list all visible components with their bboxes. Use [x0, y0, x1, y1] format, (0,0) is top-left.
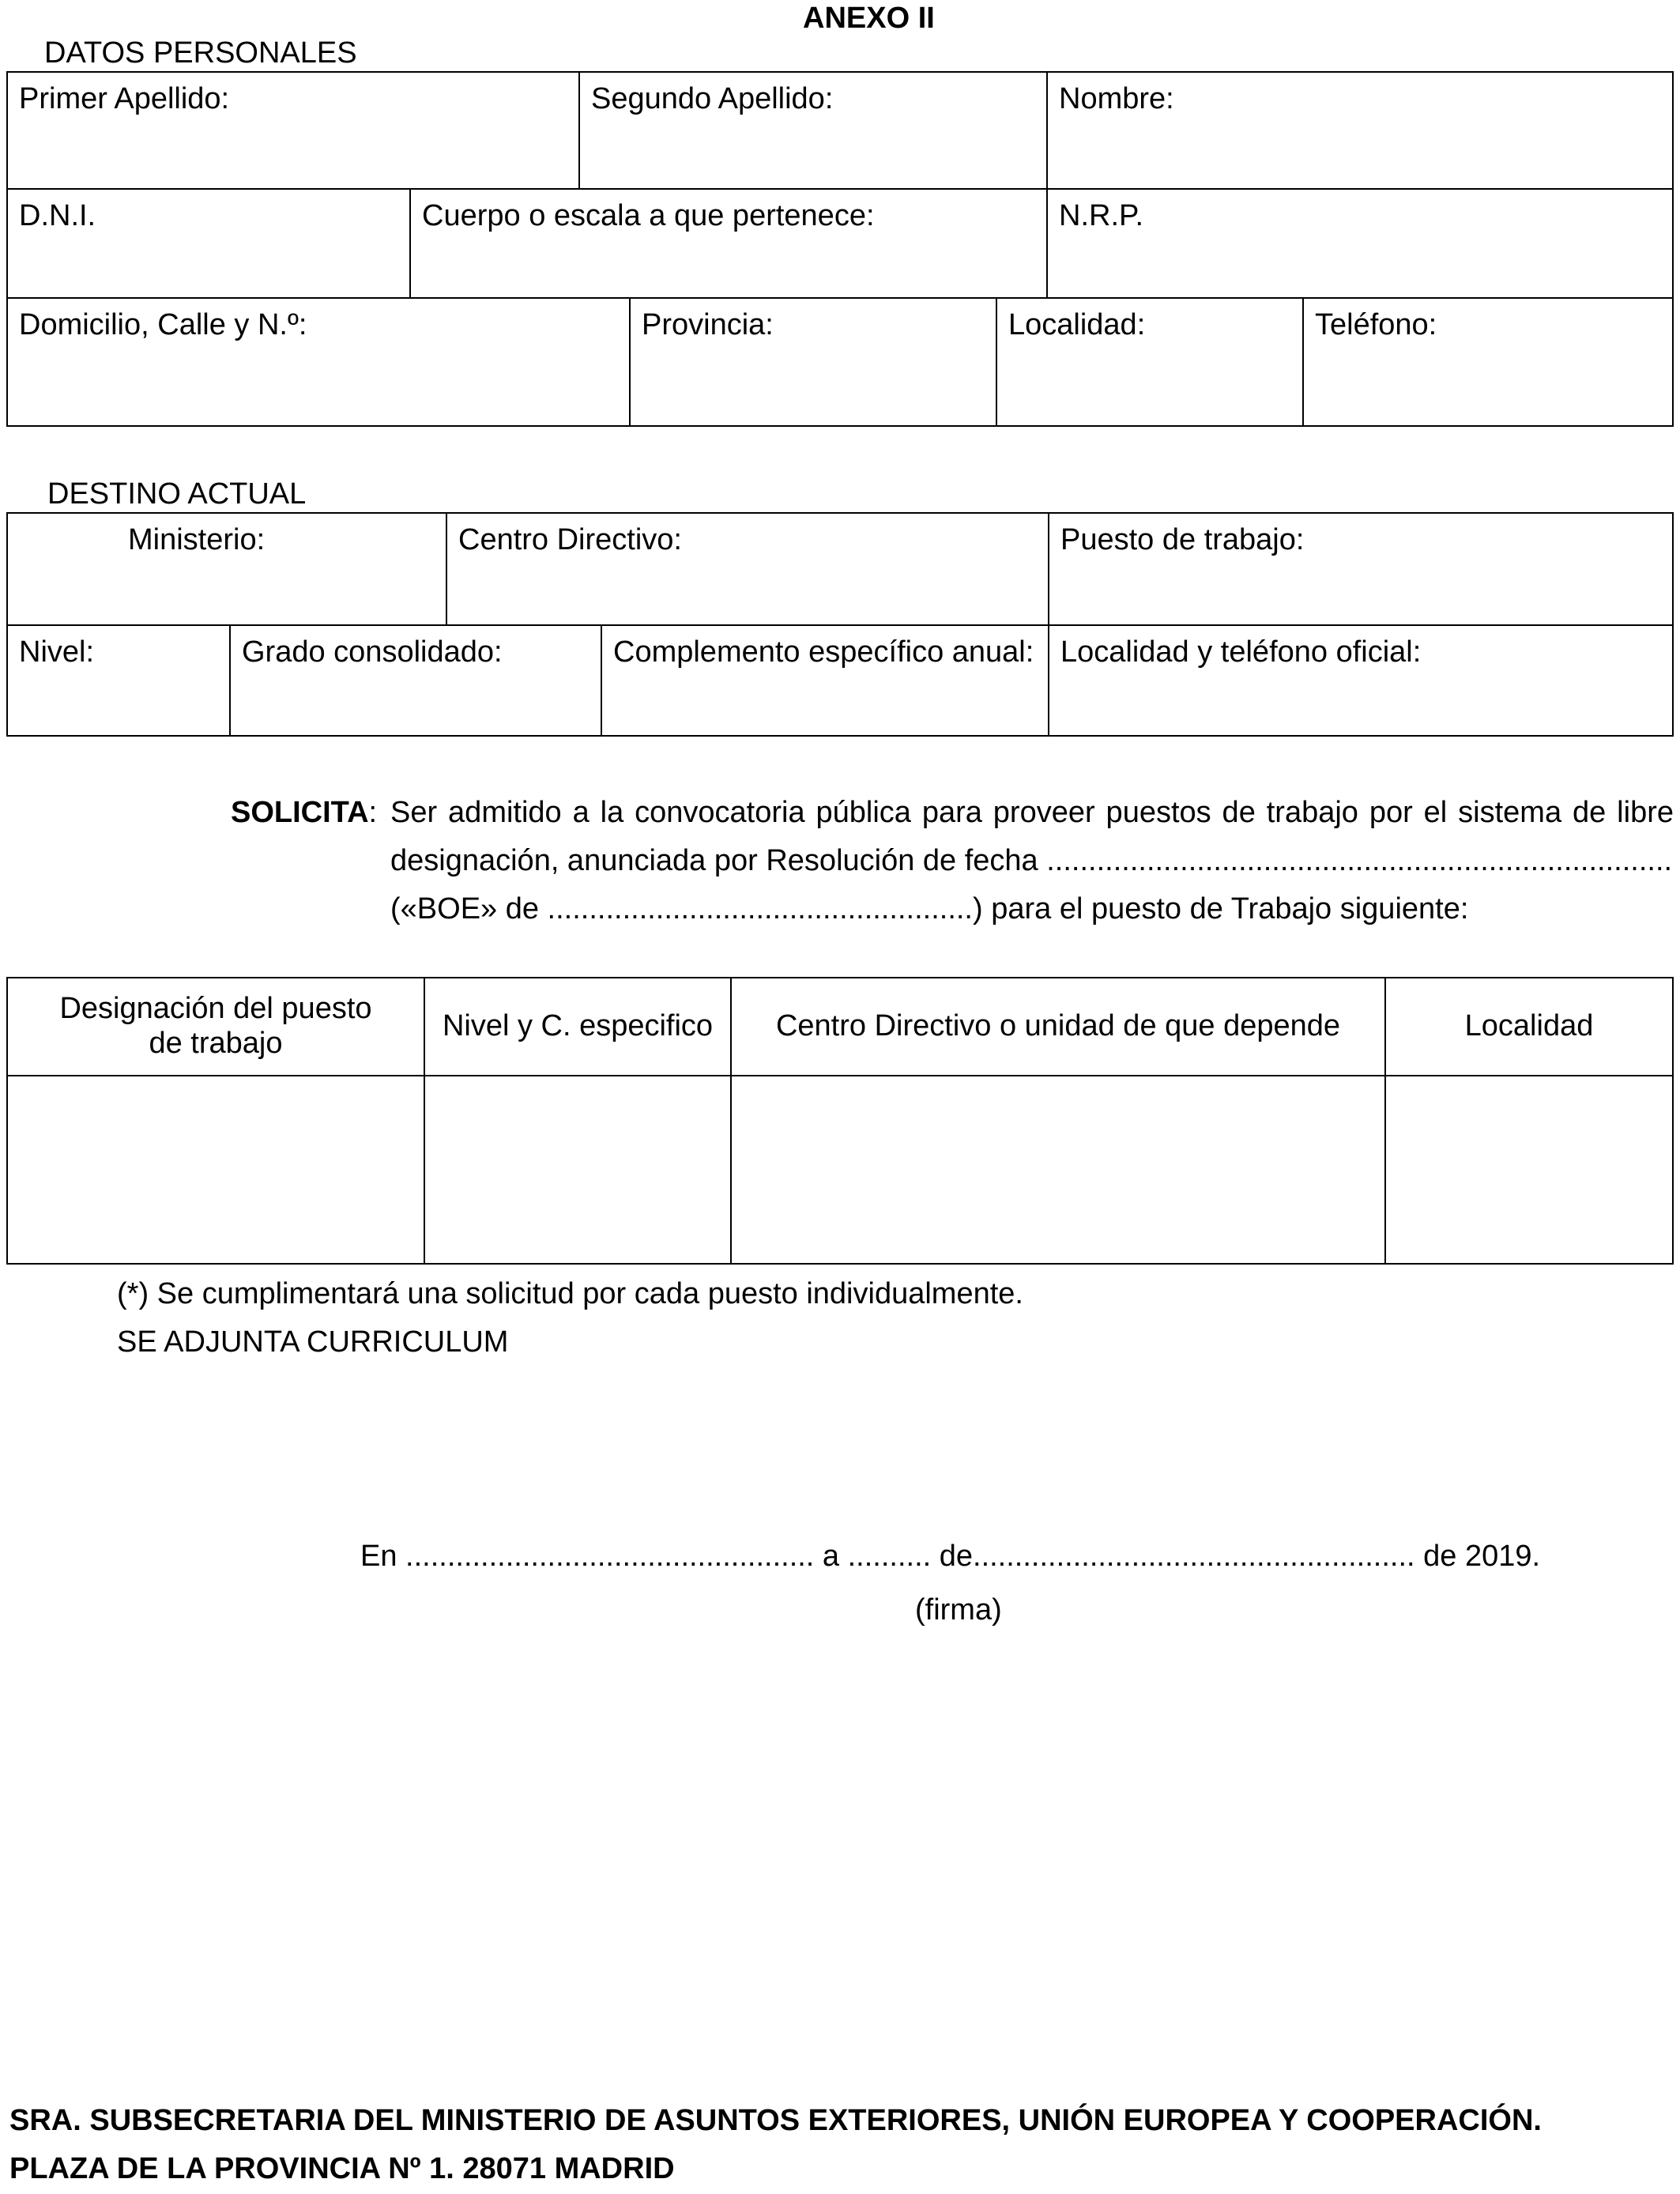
field-label: Complemento específico anual:	[613, 635, 1034, 669]
field-segundo-apellido[interactable]	[578, 71, 1048, 190]
field-ministerio[interactable]	[6, 512, 447, 626]
field-label: Segundo Apellido:	[591, 82, 834, 115]
field-localidad-telefono-oficial[interactable]	[1048, 624, 1674, 737]
page-title: ANEXO II	[803, 2, 935, 35]
field-label: Ministerio:	[128, 523, 266, 556]
field-label: Puesto de trabajo:	[1060, 523, 1305, 556]
field-label: Provincia:	[642, 308, 774, 341]
field-label: Localidad y teléfono oficial:	[1060, 635, 1422, 669]
field-label: Nombre:	[1059, 82, 1174, 115]
table-cell-designacion[interactable]	[6, 1075, 425, 1265]
field-label: Nivel:	[19, 635, 95, 669]
section-heading-datos-personales: DATOS PERSONALES	[44, 36, 357, 70]
table-header-nivel: Nivel y C. especifico	[424, 977, 732, 1076]
field-dni[interactable]	[6, 188, 411, 299]
field-label: N.R.P.	[1059, 199, 1144, 232]
solicita-line-2: designación, anunciada por Resolución de fecha ...........................................................................	[390, 844, 1673, 877]
field-nrp[interactable]	[1046, 188, 1674, 299]
section-heading-destino-actual: DESTINO ACTUAL	[47, 477, 307, 511]
field-puesto-trabajo[interactable]	[1048, 512, 1674, 626]
table-cell-nivel[interactable]	[424, 1075, 732, 1265]
field-grado-consolidado[interactable]	[229, 624, 602, 737]
field-primer-apellido[interactable]	[6, 71, 580, 190]
field-nivel[interactable]	[6, 624, 231, 737]
note-una-solicitud: (*) Se cumplimentará una solicitud por cada puesto individualmente.	[117, 1277, 1023, 1310]
table-header-designacion: Designación del puesto de trabajo	[6, 977, 425, 1076]
footer-addressee: SRA. SUBSECRETARIA DEL MINISTERIO DE ASUNTOS EXTERIORES, UNIÓN EUROPEA Y COOPERACIÓN.	[9, 2104, 1542, 2137]
solicita-line-3: («BOE» de ...................................................) para el puesto de Trabajo siguiente:	[390, 892, 1469, 925]
field-telefono[interactable]	[1302, 297, 1674, 427]
solicita-label	[231, 796, 377, 831]
field-localidad[interactable]	[996, 297, 1304, 427]
note-adjunta-curriculum: SE ADJUNTA CURRICULUM	[117, 1325, 509, 1359]
field-label: Teléfono:	[1315, 308, 1437, 341]
field-label: D.N.I.	[19, 199, 96, 232]
field-nombre[interactable]	[1046, 71, 1674, 190]
table-cell-centro-directivo[interactable]	[730, 1075, 1386, 1265]
field-complemento-especifico[interactable]	[601, 624, 1049, 737]
firma-label: (firma)	[915, 1593, 1002, 1627]
date-line: En ................................................. a .......... de..................................................... de 2019.	[360, 1540, 1541, 1573]
solicita-colon: :	[368, 796, 378, 829]
field-domicilio[interactable]	[6, 297, 631, 427]
table-header-localidad: Localidad	[1384, 977, 1674, 1076]
table-cell-localidad[interactable]	[1384, 1075, 1674, 1265]
field-label: Centro Directivo:	[458, 523, 682, 556]
field-label: Domicilio, Calle y N.º:	[19, 308, 307, 341]
solicita-line-1: Ser admitido a la convocatoria pública para proveer puestos de trabajo por el sistema de libre	[390, 796, 1674, 829]
solicita-keyword: SOLICITA	[231, 796, 369, 829]
field-label: Localidad:	[1008, 308, 1146, 341]
field-cuerpo-escala[interactable]	[409, 188, 1048, 299]
field-label: Cuerpo o escala a que pertenece:	[422, 199, 875, 232]
field-provincia[interactable]	[629, 297, 997, 427]
field-centro-directivo[interactable]	[446, 512, 1049, 626]
field-label: Grado consolidado:	[242, 635, 503, 669]
field-label: Primer Apellido:	[19, 82, 230, 115]
footer-address: PLAZA DE LA PROVINCIA Nº 1. 28071 MADRID	[9, 2152, 675, 2185]
table-header-centro-directivo: Centro Directivo o unidad de que depende	[730, 977, 1386, 1076]
